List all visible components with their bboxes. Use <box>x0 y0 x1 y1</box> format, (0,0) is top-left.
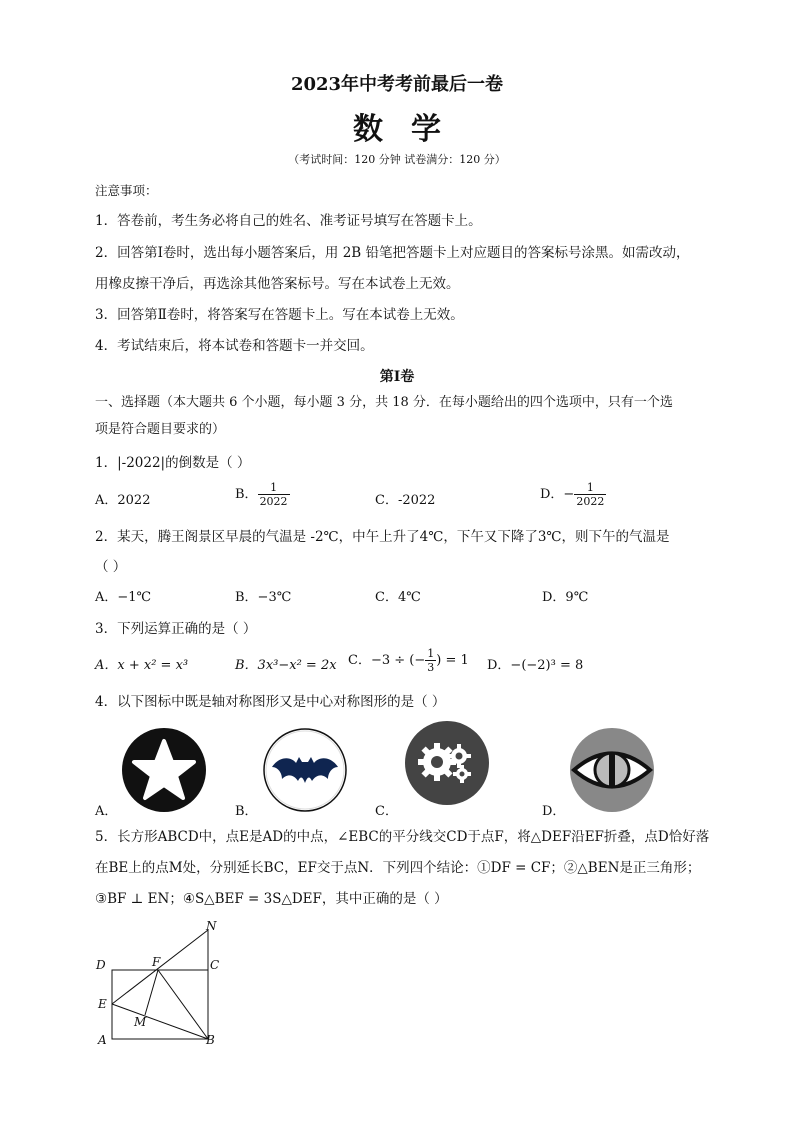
q1-b-numerator: 1 <box>258 481 290 495</box>
q3-option-a: A．x + x² = x³ <box>95 658 189 673</box>
section-title: 第Ⅰ卷 <box>379 369 415 385</box>
q2-stem-cont: （ ） <box>95 559 127 575</box>
q3-stem: 3．下列运算正确的是（ ） <box>95 621 257 637</box>
q1-option-c: C．-2022 <box>375 493 436 508</box>
q4-label-b: B． <box>235 804 258 819</box>
exam-info: （考试时间：120 分钟 试卷满分：120 分） <box>288 153 506 166</box>
fig-label-n: N <box>206 919 217 933</box>
q5-geometry-figure <box>88 918 228 1053</box>
subject-title: 数学 <box>353 112 469 147</box>
q1-option-b-label: B． <box>235 487 258 502</box>
section-instructions-1: 一、选择题（本大题共 6 个小题，每小题 3 分，共 18 分．在每小题给出的四个选项中，只有一个选 <box>95 395 673 410</box>
q3-option-c-fraction <box>425 647 436 674</box>
q1-d-denominator: 2022 <box>576 495 605 508</box>
notice-item-4: 4．考试结束后，将本试卷和答题卡一并交回。 <box>95 338 374 354</box>
gears-icon <box>404 720 490 806</box>
q1-d-numerator: 1 <box>574 481 606 495</box>
q2-option-d: D．9℃ <box>542 590 589 605</box>
q3-c-denominator: 3 <box>427 661 435 674</box>
section-instructions-2: 项是符合题目要求的） <box>95 422 226 437</box>
q1-option-d-label: D．− <box>540 487 575 502</box>
q5-line-1: 5．长方形ABCD中，点E是AD的中点，∠EBC的平分线交CD于点F，将△DEF沿EF折叠，点D恰好落 <box>95 829 710 845</box>
q1-stem: 1．|-2022|的倒数是（ ） <box>95 455 251 471</box>
q2-option-b: B．−3℃ <box>235 590 292 605</box>
q1-option-b <box>235 481 290 508</box>
fig-label-e: E <box>98 997 107 1011</box>
q2-option-a: A．−1℃ <box>95 590 152 605</box>
fig-label-d: D <box>96 958 106 972</box>
q3-option-c <box>348 647 469 674</box>
fig-label-a: A <box>98 1033 107 1047</box>
q3-option-c-label: C．−3 ÷ (− <box>348 653 426 668</box>
q4-label-d: D． <box>542 804 566 819</box>
q4-label-c: C． <box>375 804 398 819</box>
q5-line-3: ③BF ⊥ EN；④S△BEF = 3S△DEF，其中正确的是（ ） <box>95 891 448 907</box>
fig-label-c: C <box>210 958 220 972</box>
q2-stem: 2．某天，腾王阁景区早晨的气温是 -2℃，中午上升了4℃，下午又下降了3℃，则下午的气温是 <box>95 529 670 545</box>
q3-option-d: D．−(−2)³ = 8 <box>487 658 584 673</box>
notice-item-3: 3．回答第Ⅱ卷时，将答案写在答题卡上。写在本试卷上无效。 <box>95 307 464 323</box>
q1-option-b-fraction <box>258 481 290 508</box>
q3-c-numerator: 1 <box>427 647 435 660</box>
q1-b-denominator: 2022 <box>259 495 288 508</box>
notice-heading: 注意事项： <box>95 183 158 198</box>
fig-label-f: F <box>152 955 161 969</box>
q5-line-2: 在BE上的点M处，分别延长BC，EF交于点N．下列四个结论：①DF = CF；②△BEN是正三角形； <box>95 860 701 876</box>
q4-label-a: A． <box>95 804 118 819</box>
notice-item-2: 2．回答第Ⅰ卷时，选出每小题答案后，用 2B 铅笔把答题卡上对应题目的答案标号涂黑。如需改动， <box>95 245 690 261</box>
q3-option-c-suffix: ) = 1 <box>436 653 469 668</box>
fig-label-m: M <box>134 1015 147 1029</box>
bat-logo-icon <box>262 727 348 813</box>
q1-option-d <box>540 481 606 508</box>
q1-option-d-fraction <box>574 481 606 508</box>
eye-icon <box>569 727 655 813</box>
notice-item-1: 1．答卷前，考生务必将自己的姓名、准考证号填写在答题卡上。 <box>95 213 482 229</box>
q3-option-b: B．3x³−x² = 2x <box>235 658 337 673</box>
q4-stem: 4．以下图标中既是轴对称图形又是中心对称图形的是（ ） <box>95 694 446 710</box>
q2-option-c: C．4℃ <box>375 590 421 605</box>
exam-title: 2023年中考考前最后一卷 <box>290 74 504 95</box>
q1-option-a: A．2022 <box>95 493 151 508</box>
notice-item-2-cont: 用橡皮擦干净后，再选涂其他答案标号。写在本试卷上无效。 <box>95 276 460 292</box>
star-circle-icon <box>121 727 207 813</box>
fig-label-b: B <box>206 1033 215 1047</box>
